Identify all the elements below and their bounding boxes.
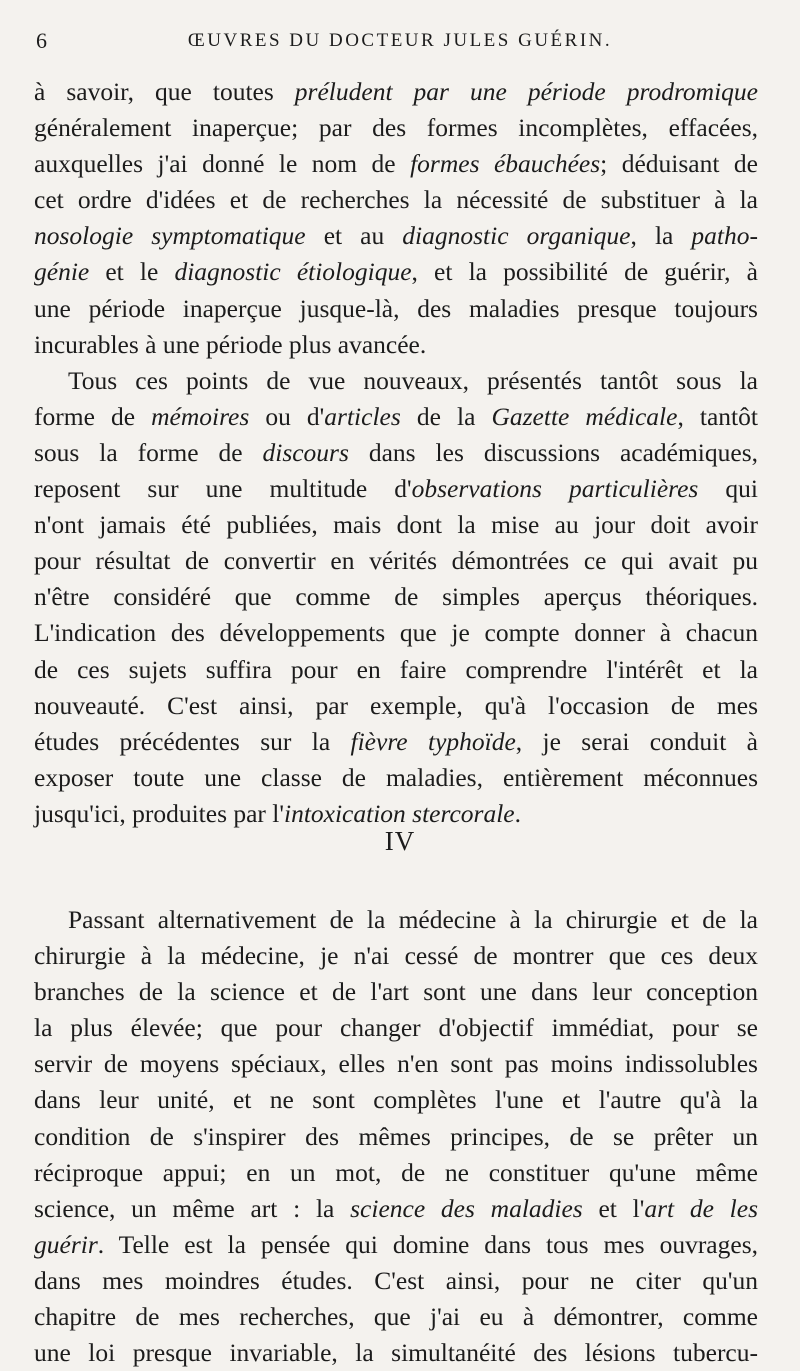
page-number: 6 bbox=[36, 28, 47, 53]
text-line: une loi presque invariable, la simultanéité des lésions tubercu- bbox=[34, 1338, 758, 1368]
text-line: généralement inaperçue; par des formes incomplètes, effacées, bbox=[34, 113, 758, 143]
text-line: jusqu'ici, produites par l'intoxication stercorale. bbox=[34, 798, 521, 828]
text-line: science, un même art : la science des maladies et l'art de les bbox=[34, 1193, 758, 1223]
text-line: condition de s'inspirer des mêmes principes, de se prêter un bbox=[34, 1121, 758, 1151]
text-line: chirurgie à la médecine, je n'ai cessé de montrer que ces deux bbox=[34, 941, 758, 971]
text-line: une période inaperçue jusque-là, des maladies presque toujours bbox=[34, 293, 758, 323]
page-header bbox=[0, 28, 800, 62]
paragraph-block-1 bbox=[34, 74, 758, 832]
text-line: nouveauté. C'est ainsi, par exemple, qu'à l'occasion de mes bbox=[34, 690, 758, 720]
text-line: Passant alternativement de la médecine à la chirurgie et de la bbox=[68, 905, 758, 934]
text-line: branches de la science et de l'art sont une dans leur conception bbox=[34, 977, 758, 1007]
text-line: reposent sur une multitude d'observations particulières qui bbox=[34, 474, 758, 504]
text-line: auxquelles j'ai donné le nom de formes ébauchées; déduisant de bbox=[34, 149, 758, 179]
text-line: dans leur unité, et ne sont complètes l'une et l'autre qu'à la bbox=[34, 1085, 758, 1115]
text-line: dans mes moindres études. C'est ainsi, pour ne citer qu'un bbox=[34, 1265, 758, 1295]
text-line: génie et le diagnostic étiologique, et la possibilité de guérir, à bbox=[34, 257, 758, 287]
text-line: études précédentes sur la fièvre typhoïde, je serai conduit à bbox=[34, 726, 758, 756]
text-line: pour résultat de convertir en vérités démontrées ce qui avait pu bbox=[34, 546, 758, 576]
text-line: Tous ces points de vue nouveaux, présentés tantôt sous la bbox=[68, 365, 758, 395]
paragraph-block-2 bbox=[34, 902, 758, 1371]
text-line: cet ordre d'idées et de recherches la nécessité de substituer à la bbox=[34, 185, 758, 215]
text-line: nosologie symptomatique et au diagnostic organique, la patho- bbox=[34, 221, 758, 251]
text-line: sous la forme de discours dans les discussions académiques, bbox=[34, 437, 758, 467]
section-heading: IV bbox=[384, 826, 416, 856]
text-line: forme de mémoires ou d'articles de la Gazette médicale, tantôt bbox=[34, 401, 758, 431]
text-line: L'indication des développements que je compte donner à chacun bbox=[34, 618, 758, 648]
text-line: incurables à une période plus avancée. bbox=[34, 329, 427, 359]
text-line: n'ont jamais été publiées, mais dont la mise au jour doit avoir bbox=[34, 510, 758, 540]
text-line: chapitre de mes recherches, que j'ai eu à démontrer, comme bbox=[34, 1302, 758, 1332]
running-title: ŒUVRES DU DOCTEUR JULES GUÉRIN. bbox=[187, 30, 613, 51]
text-line: n'être considéré que comme de simples aperçus théoriques. bbox=[34, 582, 758, 612]
text-line: servir de moyens spéciaux, elles n'en sont pas moins indissolubles bbox=[34, 1049, 758, 1079]
text-line: la plus élevée; que pour changer d'objectif immédiat, pour se bbox=[34, 1013, 758, 1043]
text-line: à savoir, que toutes préludent par une période prodromique bbox=[34, 77, 758, 106]
text-line: de ces sujets suffira pour en faire comprendre l'intérêt et la bbox=[34, 654, 758, 684]
text-line: guérir. Telle est la pensée qui domine dans tous mes ouvrages, bbox=[34, 1229, 758, 1259]
text-line: exposer toute une classe de maladies, entièrement méconnues bbox=[34, 762, 758, 792]
text-line: réciproque appui; en un mot, de ne constituer qu'une même bbox=[34, 1157, 758, 1187]
